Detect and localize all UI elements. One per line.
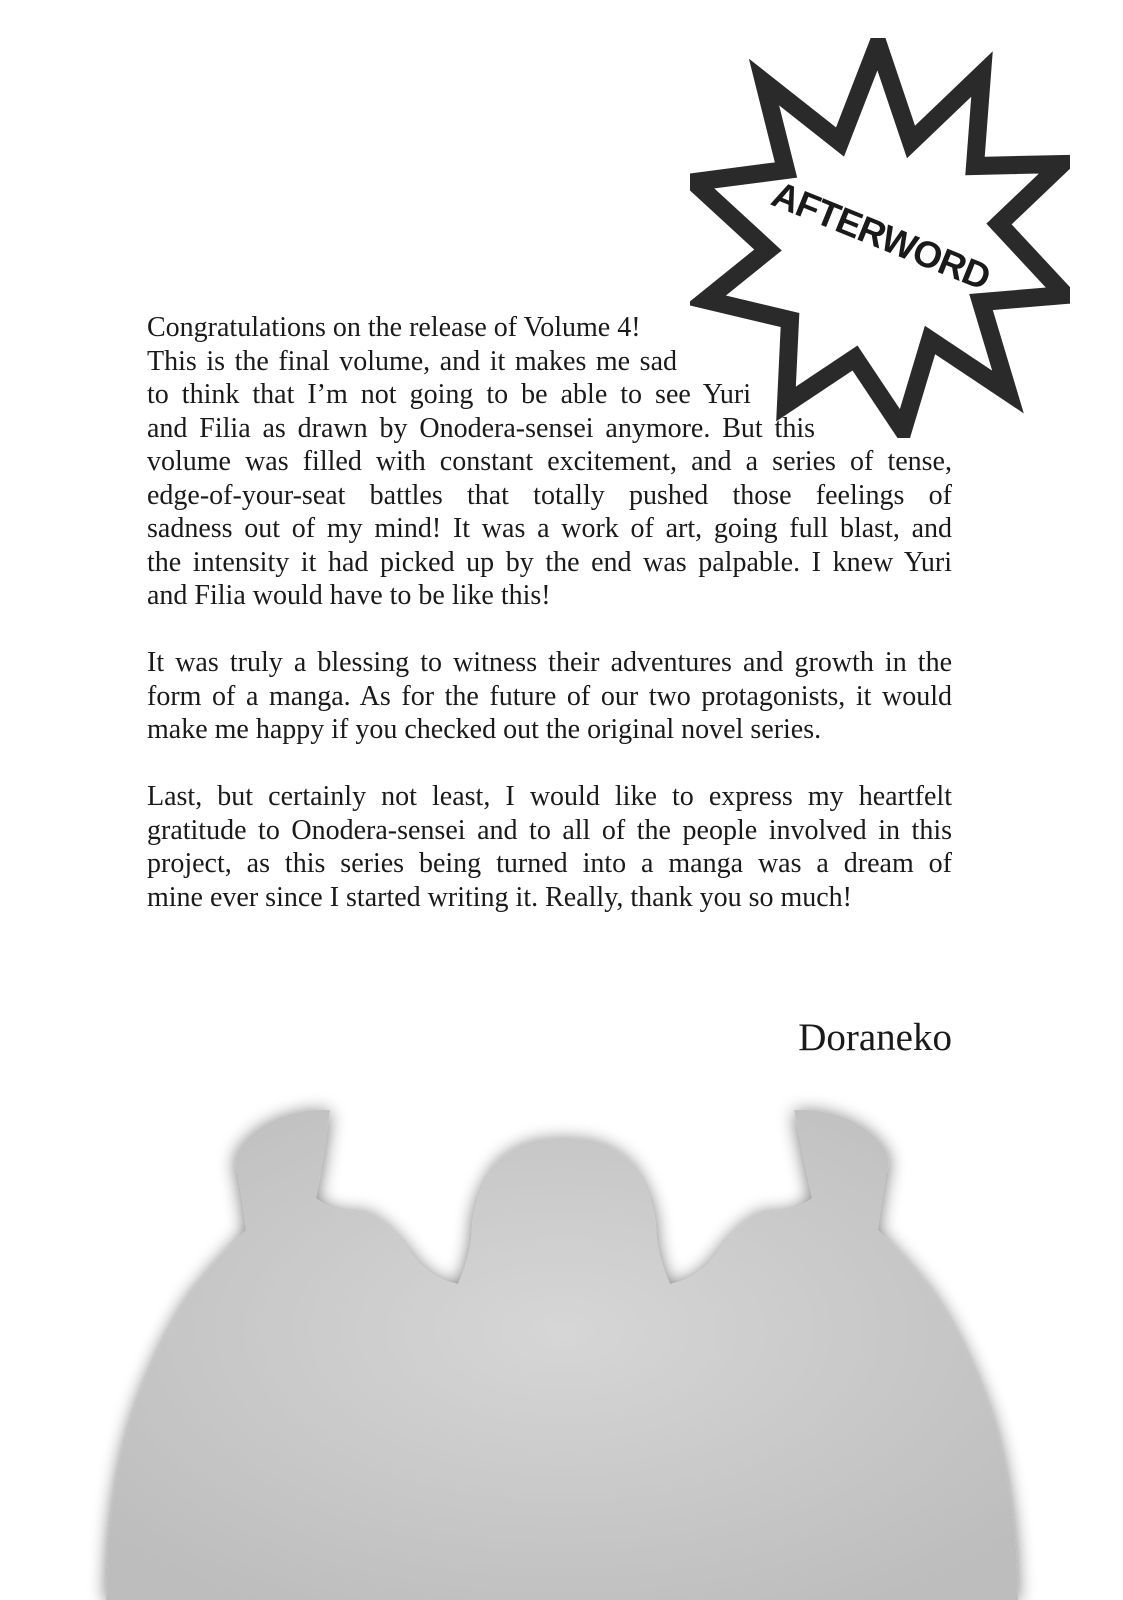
author-signature: Doraneko xyxy=(798,1016,952,1059)
text-line: Last, but certainly not least, I would like to express my heartfelt xyxy=(147,781,952,812)
text-line: volume was filled with constant excitement, and a series of tense, xyxy=(147,446,952,477)
text-line: sadness out of my mind! It was a work of art, going full blast, and xyxy=(147,513,952,544)
text-line: It was truly a blessing to witness their adventures and growth in the xyxy=(147,647,952,678)
text-line: and Filia as drawn by Onodera-sensei anymore. But this xyxy=(147,412,815,444)
muscle-silhouette-icon xyxy=(0,1080,1123,1600)
flexing-silhouette-illustration xyxy=(0,1080,1123,1600)
text-line: project, as this series being turned into a manga was a dream of xyxy=(147,848,952,879)
text-line: mine ever since I started writing it. Really, thank you so much! xyxy=(147,881,853,913)
text-line: This is the final volume, and it makes me sad xyxy=(147,345,677,377)
text-line: the intensity it had picked up by the end was palpable. I knew Yuri xyxy=(147,546,952,578)
text-line: gratitude to Onodera-sensei and to all of the people involved in this xyxy=(147,814,952,846)
paragraph-2 xyxy=(147,646,952,747)
afterword-body xyxy=(147,311,952,914)
text-line: make me happy if you checked out the original novel series. xyxy=(147,714,822,745)
text-line: to think that I’m not going to be able to see Yuri xyxy=(147,379,751,410)
paragraph-1 xyxy=(147,311,952,613)
afterword-title: AFTERWORD xyxy=(766,173,996,298)
text-line: Congratulations on the release of Volume 4! xyxy=(147,312,641,343)
text-line: edge-of-your-seat battles that totally pushed those feelings of xyxy=(147,479,952,511)
paragraph-3 xyxy=(147,780,952,914)
text-line: form of a manga. As for the future of our two protagonists, it would xyxy=(147,680,952,712)
text-line: and Filia would have to be like this! xyxy=(147,580,551,611)
